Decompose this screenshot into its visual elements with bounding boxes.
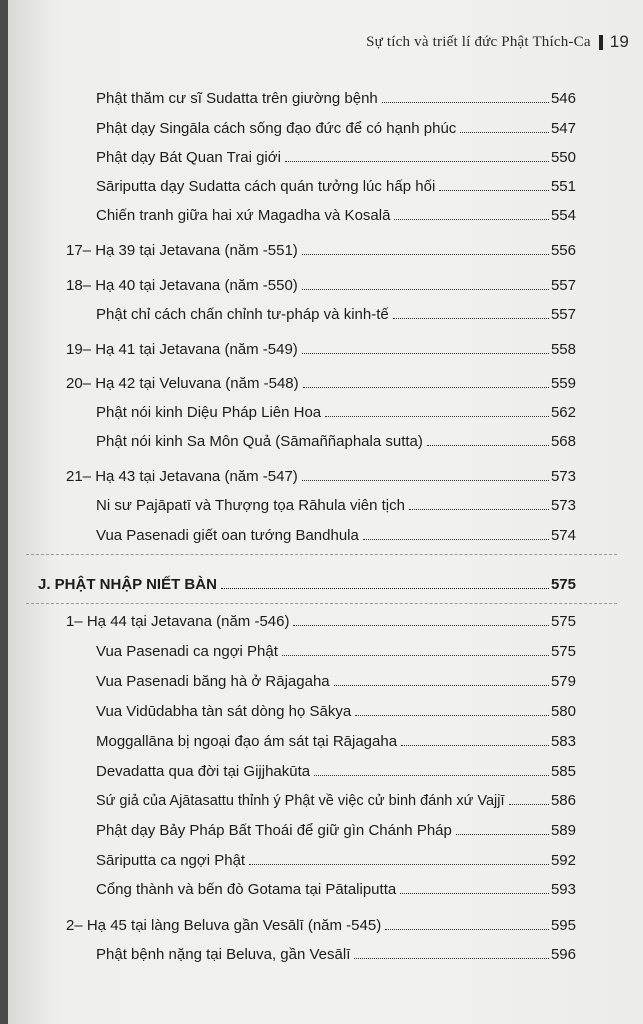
toc-entry-title: Chiến tranh giữa hai xứ Magadha và Kosalā xyxy=(96,207,391,224)
toc-entry[interactable] xyxy=(96,120,576,137)
toc-entry-page: 557 xyxy=(550,306,576,323)
toc-entry[interactable] xyxy=(96,306,576,323)
toc-entry-title: 17– Hạ 39 tại Jetavana (năm -551) xyxy=(66,242,298,259)
dot-leader xyxy=(427,445,549,446)
toc-entry[interactable] xyxy=(96,90,576,107)
toc-entry-title: Sāriputta dạy Sudatta cách quán tưởng lúc hấp hối xyxy=(96,178,436,195)
toc-entry-title: 1– Hạ 44 tại Jetavana (năm -546) xyxy=(66,613,290,630)
dot-leader xyxy=(325,416,549,417)
toc-entry[interactable] xyxy=(96,852,576,869)
toc-entry-title: Ni sư Pajāpatī và Thượng tọa Rāhula viên tịch xyxy=(96,497,405,514)
toc-entry[interactable] xyxy=(96,643,576,660)
dot-leader xyxy=(460,132,549,133)
toc-entry-page: 556 xyxy=(550,242,576,259)
toc-entry-title: Phật thăm cư sĩ Sudatta trên giường bệnh xyxy=(96,90,378,107)
dot-leader xyxy=(314,775,549,776)
toc-entry-title: 19– Hạ 41 tại Jetavana (năm -549) xyxy=(66,341,298,358)
dot-leader xyxy=(282,655,549,656)
toc-entry[interactable] xyxy=(96,527,576,544)
toc-entry[interactable] xyxy=(66,613,576,630)
toc-entry[interactable] xyxy=(96,404,576,421)
dot-leader xyxy=(385,929,549,930)
dot-leader xyxy=(285,161,549,162)
running-title: Sự tích và triết lí đức Phật Thích-Ca xyxy=(366,33,591,50)
toc-entry-page: 583 xyxy=(550,733,576,750)
toc-entry-title: Phật dạy Singāla cách sống đạo đức để có hạnh phúc xyxy=(96,120,457,137)
dot-leader xyxy=(393,318,549,319)
dot-leader xyxy=(401,745,549,746)
dot-leader xyxy=(303,387,549,388)
book-page xyxy=(8,0,643,1024)
toc-entry-page: 596 xyxy=(550,946,576,963)
section-divider xyxy=(26,603,617,604)
toc-entry-title: Moggallāna bị ngoại đạo ám sát tại Rājagaha xyxy=(96,733,398,750)
dot-leader xyxy=(302,353,549,354)
toc-entry[interactable] xyxy=(66,242,576,259)
toc-entry-page: 580 xyxy=(550,703,576,720)
toc-entry[interactable] xyxy=(96,881,576,898)
dot-leader xyxy=(439,190,549,191)
toc-entry[interactable] xyxy=(66,277,576,294)
dot-leader xyxy=(302,289,549,290)
toc-entry-page: 554 xyxy=(550,207,576,224)
toc-entry-page: 557 xyxy=(550,277,576,294)
toc-entry-title: Vua Pasenadi ca ngợi Phật xyxy=(96,643,278,660)
section-divider xyxy=(26,554,617,555)
toc-entry-page: 593 xyxy=(550,881,576,898)
toc-entry-page: 546 xyxy=(550,90,576,107)
toc-entry-page: 573 xyxy=(550,497,576,514)
toc-entry-page: 585 xyxy=(550,763,576,780)
toc-entry-page: 579 xyxy=(550,673,576,690)
dot-leader xyxy=(221,588,549,589)
page-number: 19 xyxy=(609,32,629,51)
toc-entry[interactable] xyxy=(96,792,576,809)
toc-entry[interactable] xyxy=(66,341,576,358)
toc-entry-page: 575 xyxy=(550,576,576,593)
toc-entry-page: 562 xyxy=(550,404,576,421)
toc-entry[interactable] xyxy=(96,703,576,720)
toc-section-heading[interactable] xyxy=(38,576,576,593)
dot-leader xyxy=(249,864,549,865)
toc-entry-page: 586 xyxy=(550,792,576,809)
toc-entry-page: 574 xyxy=(550,527,576,544)
toc-entry[interactable] xyxy=(96,763,576,780)
toc-entry[interactable] xyxy=(66,375,576,392)
toc-entry-title: Vua Pasenadi giết oan tướng Bandhula xyxy=(96,527,359,544)
dot-leader xyxy=(456,834,549,835)
dot-leader xyxy=(382,102,549,103)
toc-entry-page: 558 xyxy=(550,341,576,358)
toc-entry-page: 551 xyxy=(550,178,576,195)
toc-entry-title: 18– Hạ 40 tại Jetavana (năm -550) xyxy=(66,277,298,294)
dot-leader xyxy=(409,509,549,510)
toc-entry[interactable] xyxy=(96,497,576,514)
dot-leader xyxy=(334,685,549,686)
toc-entry[interactable] xyxy=(96,149,576,166)
toc-entry-title: Phật nói kinh Sa Môn Quả (Sāmaññaphala sutta) xyxy=(96,433,423,450)
toc-entry-title: Phật dạy Bảy Pháp Bất Thoái để giữ gìn Chánh Pháp xyxy=(96,822,452,839)
toc-entry-title: Phật nói kinh Diệu Pháp Liên Hoa xyxy=(96,404,322,421)
toc-entry-title: Phật dạy Bát Quan Trai giới xyxy=(96,149,281,166)
dot-leader xyxy=(400,893,549,894)
toc-entry-title: Devadatta qua đời tại Gijjhakūta xyxy=(96,763,311,780)
running-header xyxy=(366,32,629,52)
toc-section-title: J. PHẬT NHẬP NIẾT BÀN xyxy=(38,576,217,593)
header-separator-bar xyxy=(599,35,603,50)
toc-entry-title: Sāriputta ca ngợi Phật xyxy=(96,852,246,869)
dot-leader xyxy=(302,254,549,255)
toc-entry-title: 2– Hạ 45 tại làng Beluva gần Vesālī (năm -545) xyxy=(66,917,382,934)
toc-entry-page: 592 xyxy=(550,852,576,869)
dot-leader xyxy=(302,480,549,481)
toc-entry-title: Vua Pasenadi băng hà ở Rājagaha xyxy=(96,673,330,690)
toc-entry-page: 595 xyxy=(550,917,576,934)
toc-entry-page: 589 xyxy=(550,822,576,839)
toc-entry[interactable] xyxy=(96,673,576,690)
toc-entry[interactable] xyxy=(96,178,576,195)
toc-entry-page: 550 xyxy=(550,149,576,166)
toc-entry-title: Vua Vidūdabha tàn sát dòng họ Sākya xyxy=(96,703,352,720)
dot-leader xyxy=(293,625,549,626)
toc-entry-page: 573 xyxy=(550,468,576,485)
dot-leader xyxy=(354,958,549,959)
toc-entry-title: Phật bệnh nặng tại Beluva, gần Vesālī xyxy=(96,946,351,963)
toc-entry[interactable] xyxy=(96,822,576,839)
dot-leader xyxy=(363,539,549,540)
dot-leader xyxy=(509,804,549,805)
toc-entry[interactable] xyxy=(96,733,576,750)
toc-entry[interactable] xyxy=(96,433,576,450)
toc-entry[interactable] xyxy=(96,207,576,224)
toc-entry-title: 21– Hạ 43 tại Jetavana (năm -547) xyxy=(66,468,298,485)
toc-entry-title: 20– Hạ 42 tại Veluvana (năm -548) xyxy=(66,375,299,392)
toc-entry-title: Cổng thành và bến đò Gotama tại Pātaliputta xyxy=(96,881,397,898)
toc-entry[interactable] xyxy=(66,917,576,934)
toc-entry-title: Sứ giả của Ajātasattu thỉnh ý Phật về việc cử binh đánh xứ Vajjī xyxy=(96,793,505,809)
toc-entry[interactable] xyxy=(96,946,576,963)
dot-leader xyxy=(394,219,549,220)
toc-entry-page: 568 xyxy=(550,433,576,450)
toc-entry-title: Phật chỉ cách chấn chỉnh tư-pháp và kinh-tế xyxy=(96,306,389,323)
toc-entry-page: 575 xyxy=(550,613,576,630)
toc-entry-page: 547 xyxy=(550,120,576,137)
toc-entry[interactable] xyxy=(66,468,576,485)
toc-entry-page: 559 xyxy=(550,375,576,392)
toc-entry-page: 575 xyxy=(550,643,576,660)
dot-leader xyxy=(355,715,549,716)
